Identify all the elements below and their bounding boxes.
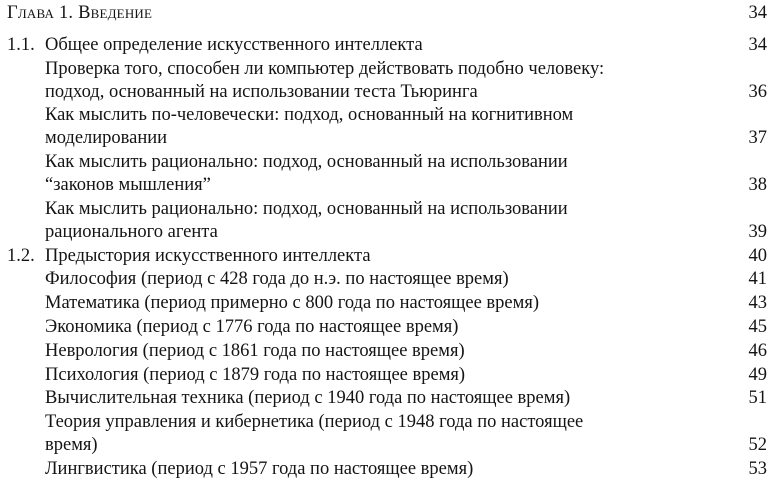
subsection-page-number: 38	[748, 175, 767, 195]
subsection-page-number: 43	[748, 293, 767, 313]
subsection-line: Как мыслить рационально: подход, основанный на использовании	[45, 199, 568, 219]
subsection-line: Теория управления и кибернетика (период с 1948 года по настоящее	[45, 412, 584, 432]
subsection-page-number: 53	[748, 459, 767, 479]
subsection-page-number: 37	[748, 128, 767, 148]
subsection-line: Лингвистика (период с 1957 года по настоящее время)	[45, 459, 474, 479]
subsection-line: моделировании	[45, 128, 168, 148]
section-heading	[7, 34, 423, 57]
subsection-line: Математика (период примерно с 800 года по настоящее время)	[45, 293, 540, 313]
section-page-number: 40	[748, 246, 767, 266]
section-title: Общее определение искусственного интеллекта	[45, 35, 423, 55]
subsection-line: рационального агента	[45, 222, 218, 242]
subsection-line: Вычислительная техника (период с 1940 года по настоящее время)	[45, 388, 571, 408]
subsection-line: время)	[45, 435, 98, 455]
subsection-line: Проверка того, способен ли компьютер действовать подобно человеку:	[45, 59, 605, 79]
section-title: Предыстория искусственного интеллекта	[45, 246, 371, 266]
chapter-title: Глава 1. Введение	[7, 3, 153, 23]
subsection-page-number: 36	[748, 82, 767, 102]
subsection-line: Неврология (период с 1861 года по настоящее время)	[45, 341, 465, 361]
subsection-line: Философия (период с 428 года до н.э. по настоящее время)	[45, 269, 509, 289]
subsection-line: Как мыслить рационально: подход, основанный на использовании	[45, 152, 568, 172]
subsection-line: подход, основанный на использовании теста Тьюринга	[45, 82, 478, 102]
subsection-page-number: 49	[748, 365, 767, 385]
subsection-page-number: 45	[748, 317, 767, 337]
subsection-page-number: 39	[748, 222, 767, 242]
section-number: 1.2.	[7, 246, 35, 266]
subsection-line: Как мыслить по-человечески: подход, основанный на когнитивном	[45, 105, 574, 125]
subsection-page-number: 51	[748, 388, 767, 408]
subsection-line: “законов мышления”	[45, 175, 211, 195]
section-page-number: 34	[748, 35, 767, 55]
chapter-page-number: 34	[748, 3, 767, 23]
subsection-page-number: 46	[748, 341, 767, 361]
section-number: 1.1.	[7, 35, 35, 55]
subsection-page-number: 52	[748, 435, 767, 455]
section-heading	[7, 245, 371, 268]
subsection-line: Экономика (период с 1776 года по настоящее время)	[45, 317, 459, 337]
subsection-page-number: 41	[748, 269, 767, 289]
subsection-line: Психология (период с 1879 года по настоящее время)	[45, 365, 466, 385]
